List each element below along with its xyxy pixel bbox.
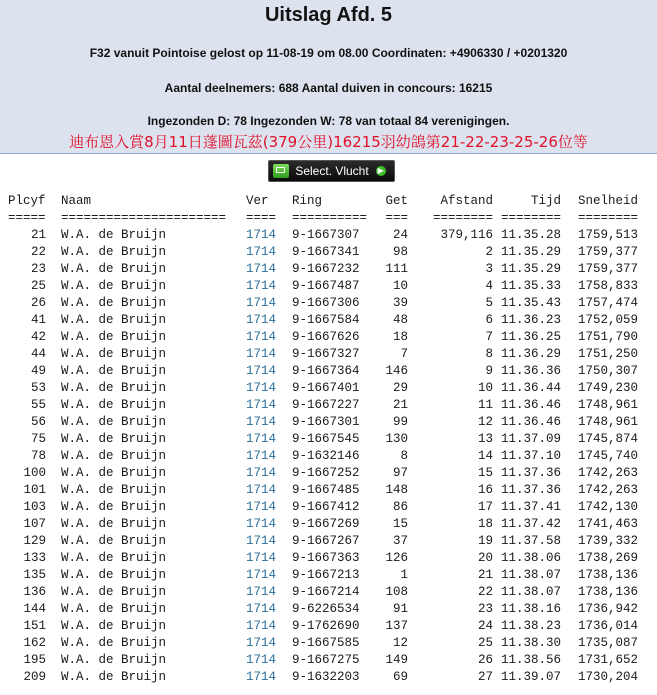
cell-ring: 9-1667306 — [292, 296, 360, 310]
cell-ring: 9-1667485 — [292, 483, 360, 497]
cell-ring: 9-1667227 — [292, 398, 360, 412]
cell-naam: W.A. de Bruijn — [61, 245, 167, 259]
cell-snelheid: 1731,652 — [577, 653, 638, 667]
cell-ver-link[interactable]: 1714 — [246, 415, 277, 429]
cell-naam: W.A. de Bruijn — [61, 670, 167, 684]
cell-naam: W.A. de Bruijn — [61, 228, 167, 242]
cell-get: 148 — [385, 483, 408, 497]
table-row — [0, 295, 657, 312]
cell-get: 98 — [392, 245, 408, 259]
table-separator-row — [0, 210, 657, 227]
cell-ring: 9-1667213 — [292, 568, 360, 582]
cell-tijd: 11.35.43 — [500, 296, 561, 310]
table-row — [0, 397, 657, 414]
cell-ring: 9-1667585 — [292, 636, 360, 650]
cell-afstand: 16 — [477, 483, 493, 497]
cell-plcyf: 21 — [30, 228, 46, 242]
cell-afstand: 5 — [485, 296, 493, 310]
cell-ver-link[interactable]: 1714 — [246, 568, 277, 582]
cell-ring: 9-1667269 — [292, 517, 360, 531]
participants-info: Aantal deelnemers: 688 Aantal duiven in concours: 16215 — [164, 81, 493, 95]
cell-ring: 9-1762690 — [292, 619, 360, 633]
table-row — [0, 533, 657, 550]
cell-naam: W.A. de Bruijn — [61, 415, 167, 429]
cell-snelheid: 1751,250 — [577, 347, 638, 361]
cell-afstand: 379,116 — [440, 228, 493, 242]
cell-tijd: 11.37.10 — [500, 449, 561, 463]
cell-tijd: 11.37.09 — [500, 432, 561, 446]
separator-afstand: ======== — [432, 211, 493, 225]
cell-snelheid: 1745,740 — [577, 449, 638, 463]
cell-plcyf: 26 — [30, 296, 46, 310]
cell-snelheid: 1748,961 — [577, 415, 638, 429]
cell-afstand: 26 — [477, 653, 493, 667]
cell-plcyf: 44 — [30, 347, 46, 361]
col-header-ring: Ring — [292, 194, 323, 208]
cell-tijd: 11.36.46 — [500, 415, 561, 429]
cell-afstand: 22 — [477, 585, 493, 599]
cell-snelheid: 1751,790 — [577, 330, 638, 344]
cell-afstand: 10 — [477, 381, 493, 395]
cell-naam: W.A. de Bruijn — [61, 636, 167, 650]
cell-naam: W.A. de Bruijn — [61, 568, 167, 582]
cell-naam: W.A. de Bruijn — [61, 330, 167, 344]
cell-snelheid: 1736,014 — [577, 619, 638, 633]
cell-ring: 9-1667626 — [292, 330, 360, 344]
cell-ver-link[interactable]: 1714 — [246, 585, 277, 599]
cell-plcyf: 41 — [30, 313, 46, 327]
cell-ring: 9-1632203 — [292, 670, 360, 684]
cell-ver-link[interactable]: 1714 — [246, 653, 277, 667]
cell-ring: 9-1667301 — [292, 415, 360, 429]
cell-tijd: 11.35.29 — [500, 245, 561, 259]
results-table — [0, 193, 657, 686]
cell-afstand: 24 — [477, 619, 493, 633]
cell-tijd: 11.38.06 — [500, 551, 561, 565]
cell-plcyf: 100 — [23, 466, 46, 480]
cell-plcyf: 23 — [30, 262, 46, 276]
cell-plcyf: 25 — [30, 279, 46, 293]
cell-get: 1 — [400, 568, 408, 582]
cell-ver-link[interactable]: 1714 — [246, 636, 277, 650]
separator-snelheid: ======== — [577, 211, 638, 225]
cell-afstand: 4 — [485, 279, 493, 293]
cell-plcyf: 49 — [30, 364, 46, 378]
cell-naam: W.A. de Bruijn — [61, 653, 167, 667]
table-row — [0, 414, 657, 431]
cell-tijd: 11.38.07 — [500, 568, 561, 582]
cell-tijd: 11.36.29 — [500, 347, 561, 361]
table-row — [0, 261, 657, 278]
table-row — [0, 550, 657, 567]
table-row — [0, 346, 657, 363]
cell-tijd: 11.36.36 — [500, 364, 561, 378]
cell-get: 7 — [400, 347, 408, 361]
cell-snelheid: 1750,307 — [577, 364, 638, 378]
separator-ver: ==== — [246, 211, 277, 225]
cell-naam: W.A. de Bruijn — [61, 262, 167, 276]
cell-snelheid: 1739,332 — [577, 534, 638, 548]
cell-plcyf: 135 — [23, 568, 46, 582]
cell-naam: W.A. de Bruijn — [61, 296, 167, 310]
cell-get: 99 — [392, 415, 408, 429]
cell-ver-link[interactable]: 1714 — [246, 347, 277, 361]
table-row — [0, 482, 657, 499]
cell-ver-link[interactable]: 1714 — [246, 398, 277, 412]
table-row — [0, 516, 657, 533]
cell-naam: W.A. de Bruijn — [61, 466, 167, 480]
cell-get: 8 — [400, 449, 408, 463]
cell-ver-link[interactable]: 1714 — [246, 500, 277, 514]
cell-snelheid: 1738,269 — [577, 551, 638, 565]
cell-plcyf: 144 — [23, 602, 46, 616]
cell-afstand: 21 — [477, 568, 493, 582]
cell-get: 149 — [385, 653, 408, 667]
cell-naam: W.A. de Bruijn — [61, 279, 167, 293]
cell-get: 146 — [385, 364, 408, 378]
col-header-plcyf: Plcyf — [8, 194, 46, 208]
cell-ver-link[interactable]: 1714 — [246, 483, 277, 497]
cell-get: 126 — [385, 551, 408, 565]
table-row — [0, 227, 657, 244]
cell-snelheid: 1742,263 — [577, 483, 638, 497]
separator-naam: ====================== — [61, 211, 227, 225]
arrow-right-icon: ▶ — [377, 166, 384, 175]
cell-get: 24 — [392, 228, 408, 242]
cell-naam: W.A. de Bruijn — [61, 364, 167, 378]
cell-ver-link[interactable]: 1714 — [246, 381, 277, 395]
cell-tijd: 11.37.58 — [500, 534, 561, 548]
cell-tijd: 11.36.23 — [500, 313, 561, 327]
cell-plcyf: 162 — [23, 636, 46, 650]
cell-ver-link[interactable]: 1714 — [246, 330, 277, 344]
cell-snelheid: 1742,263 — [577, 466, 638, 480]
cell-get: 97 — [392, 466, 408, 480]
cell-afstand: 2 — [485, 245, 493, 259]
cell-afstand: 23 — [477, 602, 493, 616]
table-row — [0, 312, 657, 329]
cell-snelheid: 1752,059 — [577, 313, 638, 327]
cell-plcyf: 195 — [23, 653, 46, 667]
cell-get: 21 — [392, 398, 408, 412]
cell-ver-link[interactable]: 1714 — [246, 670, 277, 684]
cell-ring: 9-1667232 — [292, 262, 360, 276]
cell-snelheid: 1759,513 — [577, 228, 638, 242]
cell-plcyf: 103 — [23, 500, 46, 514]
cell-naam: W.A. de Bruijn — [61, 347, 167, 361]
cell-afstand: 7 — [485, 330, 493, 344]
cell-get: 111 — [385, 262, 408, 276]
cell-afstand: 13 — [477, 432, 493, 446]
cell-afstand: 19 — [477, 534, 493, 548]
cell-afstand: 27 — [477, 670, 493, 684]
cell-plcyf: 151 — [23, 619, 46, 633]
cell-ring: 9-1667252 — [292, 466, 360, 480]
cell-naam: W.A. de Bruijn — [61, 517, 167, 531]
cell-afstand: 20 — [477, 551, 493, 565]
cell-ver-link[interactable]: 1714 — [246, 228, 277, 242]
table-row — [0, 499, 657, 516]
cell-plcyf: 53 — [30, 381, 46, 395]
table-row — [0, 380, 657, 397]
cell-afstand: 9 — [485, 364, 493, 378]
cell-naam: W.A. de Bruijn — [61, 602, 167, 616]
cell-ring: 9-1632146 — [292, 449, 360, 463]
cell-tijd: 11.38.07 — [500, 585, 561, 599]
cell-snelheid: 1735,087 — [577, 636, 638, 650]
table-row — [0, 448, 657, 465]
cell-get: 18 — [392, 330, 408, 344]
cell-naam: W.A. de Bruijn — [61, 381, 167, 395]
cell-tijd: 11.37.42 — [500, 517, 561, 531]
cell-get: 39 — [392, 296, 408, 310]
cell-afstand: 18 — [477, 517, 493, 531]
cell-ring: 9-1667214 — [292, 585, 360, 599]
cell-ver-link[interactable]: 1714 — [246, 245, 277, 259]
table-row — [0, 635, 657, 652]
cell-snelheid: 1738,136 — [577, 585, 638, 599]
cell-get: 91 — [392, 602, 408, 616]
cell-afstand: 12 — [477, 415, 493, 429]
cell-plcyf: 42 — [30, 330, 46, 344]
cell-plcyf: 209 — [23, 670, 46, 684]
cell-ring: 9-1667364 — [292, 364, 360, 378]
table-row — [0, 669, 657, 686]
entries-info: Ingezonden D: 78 Ingezonden W: 78 van totaal 84 verenigingen. — [147, 114, 510, 128]
cell-naam: W.A. de Bruijn — [61, 313, 167, 327]
cell-naam: W.A. de Bruijn — [61, 585, 167, 599]
cell-ver-link[interactable]: 1714 — [246, 262, 277, 276]
cell-tijd: 11.38.56 — [500, 653, 561, 667]
cell-ver-link[interactable]: 1714 — [246, 602, 277, 616]
cell-afstand: 6 — [485, 313, 493, 327]
table-body — [0, 227, 657, 686]
cell-plcyf: 107 — [23, 517, 46, 531]
table-row — [0, 567, 657, 584]
cell-plcyf: 56 — [30, 415, 46, 429]
cell-tijd: 11.37.36 — [500, 483, 561, 497]
cell-snelheid: 1757,474 — [577, 296, 638, 310]
list-icon — [273, 164, 289, 178]
cell-snelheid: 1742,130 — [577, 500, 638, 514]
cell-ver-link[interactable]: 1714 — [246, 517, 277, 531]
col-header-snelheid: Snelheid — [577, 194, 638, 208]
cell-tijd: 11.36.46 — [500, 398, 561, 412]
cell-tijd: 11.38.23 — [500, 619, 561, 633]
cell-snelheid: 1759,377 — [577, 262, 638, 276]
cell-get: 86 — [392, 500, 408, 514]
col-header-ver: Ver — [246, 194, 269, 208]
cell-get: 108 — [385, 585, 408, 599]
cell-tijd: 11.38.16 — [500, 602, 561, 616]
col-header-get: Get — [385, 194, 408, 208]
cell-ver-link[interactable]: 1714 — [246, 619, 277, 633]
table-row — [0, 584, 657, 601]
cell-naam: W.A. de Bruijn — [61, 398, 167, 412]
cell-ver-link[interactable]: 1714 — [246, 279, 277, 293]
cell-plcyf: 136 — [23, 585, 46, 599]
cell-ring: 9-1667363 — [292, 551, 360, 565]
cell-ring: 9-1667412 — [292, 500, 360, 514]
cell-naam: W.A. de Bruijn — [61, 432, 167, 446]
cell-snelheid: 1736,942 — [577, 602, 638, 616]
cell-ring: 9-1667545 — [292, 432, 360, 446]
cell-tijd: 11.35.28 — [500, 228, 561, 242]
cell-get: 29 — [392, 381, 408, 395]
col-header-naam: Naam — [61, 194, 92, 208]
cell-naam: W.A. de Bruijn — [61, 534, 167, 548]
cell-get: 48 — [392, 313, 408, 327]
select-flight-label: Select. Vlucht — [295, 164, 369, 178]
cell-ring: 9-1667584 — [292, 313, 360, 327]
results-header — [0, 0, 657, 154]
cell-naam: W.A. de Bruijn — [61, 500, 167, 514]
cell-afstand: 11 — [477, 398, 493, 412]
table-row — [0, 465, 657, 482]
button-bar — [0, 160, 657, 183]
cell-ver-link[interactable]: 1714 — [246, 449, 277, 463]
cell-ring: 9-1667327 — [292, 347, 360, 361]
cell-tijd: 11.36.44 — [500, 381, 561, 395]
table-header-row — [0, 193, 657, 210]
cell-get: 37 — [392, 534, 408, 548]
table-row — [0, 618, 657, 635]
cell-snelheid: 1730,204 — [577, 670, 638, 684]
cell-tijd: 11.36.25 — [500, 330, 561, 344]
cell-ring: 9-6226534 — [292, 602, 360, 616]
cell-get: 137 — [385, 619, 408, 633]
table-row — [0, 244, 657, 261]
cell-ring: 9-1667275 — [292, 653, 360, 667]
cell-plcyf: 129 — [23, 534, 46, 548]
cell-tijd: 11.39.07 — [500, 670, 561, 684]
cell-ver-link[interactable]: 1714 — [246, 364, 277, 378]
table-row — [0, 329, 657, 346]
table-row — [0, 278, 657, 295]
cell-ring: 9-1667307 — [292, 228, 360, 242]
cell-tijd: 11.35.29 — [500, 262, 561, 276]
cell-get: 69 — [392, 670, 408, 684]
cell-tijd: 11.37.41 — [500, 500, 561, 514]
cell-snelheid: 1741,463 — [577, 517, 638, 531]
cell-ver-link[interactable]: 1714 — [246, 432, 277, 446]
cell-plcyf: 101 — [23, 483, 46, 497]
cell-get: 15 — [392, 517, 408, 531]
separator-tijd: ======== — [500, 211, 561, 225]
select-flight-button[interactable] — [268, 160, 394, 182]
cell-ring: 9-1667341 — [292, 245, 360, 259]
cell-afstand: 17 — [477, 500, 493, 514]
cell-tijd: 11.35.33 — [500, 279, 561, 293]
flight-info: F32 vanuit Pointoise gelost op 11-08-19 om 08.00 Coordinaten: +4906330 / +0201320 — [89, 46, 568, 60]
cell-plcyf: 22 — [30, 245, 46, 259]
cell-ver-link[interactable]: 1714 — [246, 551, 277, 565]
cell-get: 10 — [392, 279, 408, 293]
cell-afstand: 15 — [477, 466, 493, 480]
cell-ring: 9-1667401 — [292, 381, 360, 395]
cell-snelheid: 1749,230 — [577, 381, 638, 395]
chinese-note: 迪布恩入賞8月11日蓬圖瓦茲(379公里)16215羽幼鴿第21-22-23-25-26位等 — [69, 133, 588, 151]
cell-ring: 9-1667487 — [292, 279, 360, 293]
cell-plcyf: 75 — [30, 432, 46, 446]
cell-ring: 9-1667267 — [292, 534, 360, 548]
cell-naam: W.A. de Bruijn — [61, 483, 167, 497]
cell-naam: W.A. de Bruijn — [61, 619, 167, 633]
table-row — [0, 601, 657, 618]
cell-ver-link[interactable]: 1714 — [246, 296, 277, 310]
table-row — [0, 363, 657, 380]
table-row — [0, 431, 657, 448]
cell-plcyf: 78 — [30, 449, 46, 463]
cell-naam: W.A. de Bruijn — [61, 551, 167, 565]
cell-snelheid: 1738,136 — [577, 568, 638, 582]
cell-naam: W.A. de Bruijn — [61, 449, 167, 463]
cell-afstand: 14 — [477, 449, 493, 463]
cell-snelheid: 1745,874 — [577, 432, 638, 446]
cell-ver-link[interactable]: 1714 — [246, 466, 277, 480]
cell-snelheid: 1758,833 — [577, 279, 638, 293]
cell-afstand: 25 — [477, 636, 493, 650]
table-row — [0, 652, 657, 669]
cell-afstand: 8 — [485, 347, 493, 361]
cell-tijd: 11.38.30 — [500, 636, 561, 650]
cell-plcyf: 133 — [23, 551, 46, 565]
cell-get: 130 — [385, 432, 408, 446]
cell-afstand: 3 — [485, 262, 493, 276]
cell-get: 12 — [392, 636, 408, 650]
separator-plcyf: ===== — [8, 211, 46, 225]
cell-tijd: 11.37.36 — [500, 466, 561, 480]
separator-ring: ========== — [292, 211, 368, 225]
col-header-tijd: Tijd — [530, 194, 561, 208]
separator-get: === — [385, 211, 408, 225]
cell-ver-link[interactable]: 1714 — [246, 313, 277, 327]
cell-plcyf: 55 — [30, 398, 46, 412]
cell-snelheid: 1748,961 — [577, 398, 638, 412]
cell-ver-link[interactable]: 1714 — [246, 534, 277, 548]
col-header-afstand: Afstand — [440, 194, 493, 208]
page-title: Uitslag Afd. 5 — [264, 4, 393, 26]
cell-snelheid: 1759,377 — [577, 245, 638, 259]
